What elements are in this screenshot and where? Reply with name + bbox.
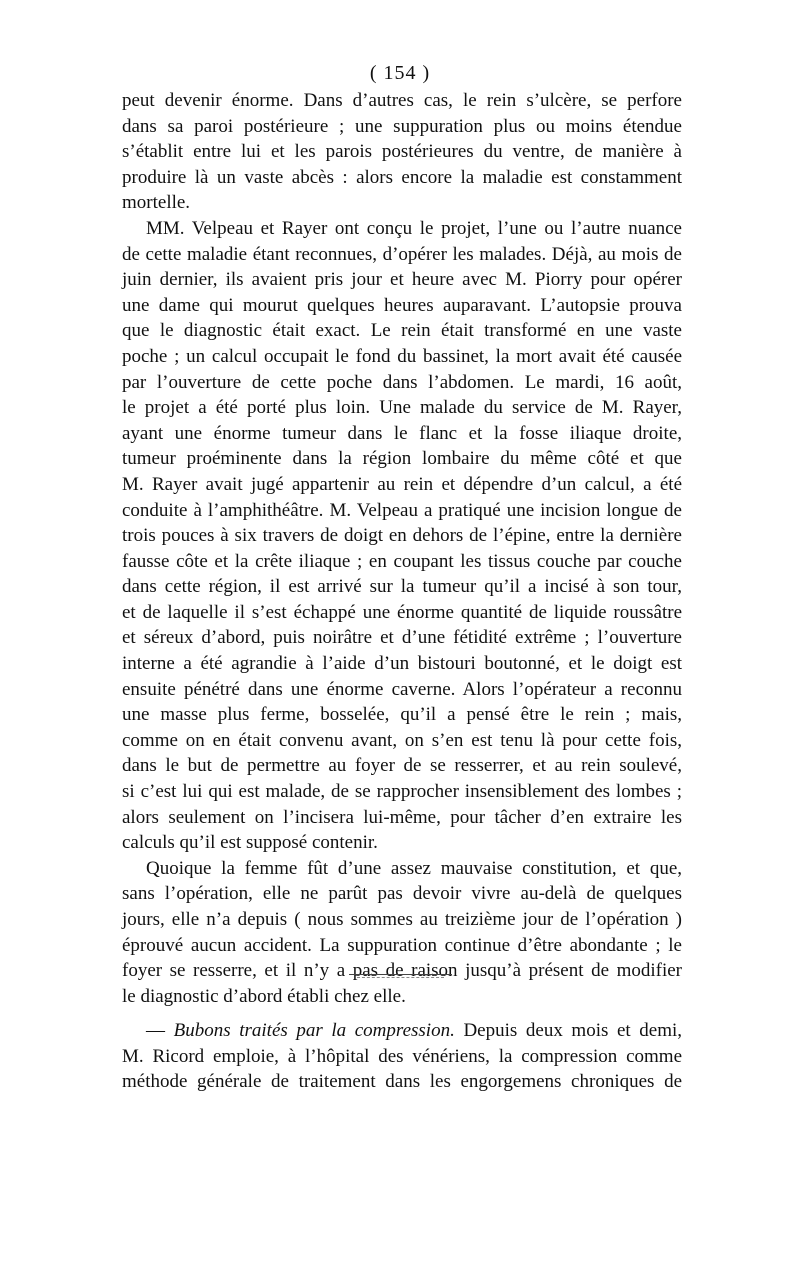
text-line: M. Ricord emploie, à l’hôpital des vénériens, la compression comme [122, 1045, 682, 1067]
text-line: ayant une énorme tumeur dans le flanc et la fosse iliaque droite, [122, 422, 682, 444]
text-line: et de laquelle il s’est échappé une énorme quantité de liquide roussâtre [122, 601, 682, 623]
paragraph-1 [122, 88, 682, 216]
paragraph-2 [122, 216, 682, 856]
text-line: dans sa paroi postérieure ; une suppuration plus ou moins étendue [122, 115, 682, 137]
text-line: de cette maladie étant reconnues, d’opérer les malades. Déjà, au mois de [122, 243, 682, 265]
text-line: si c’est lui qui est malade, de se rapprocher insensiblement des lombes ; [122, 781, 682, 803]
text-line: peut devenir énorme. Dans d’autres cas, le rein s’ulcère, se perfore [122, 90, 682, 111]
paragraph-3 [122, 856, 682, 1010]
text-line: juin dernier, ils avaient pris jour et heure avec M. Piorry pour opérer [122, 269, 682, 291]
main-text [122, 88, 682, 1009]
text-line: par l’ouverture de cette poche dans l’abdomen. Le mardi, 16 août, [122, 371, 682, 393]
text-line: tumeur proéminente dans la région lombaire du même côté et que [122, 448, 682, 470]
text-line: comme on en était convenu avant, on s’en est tenu là pour cette fois, [122, 729, 682, 751]
text-line: produire là un vaste abcès : alors encore la maladie est constamment [122, 166, 682, 188]
text-line: dans le but de permettre au foyer de se resserrer, et au rein soulevé, [122, 755, 682, 777]
section-first-line [122, 1018, 682, 1044]
section-separator [349, 974, 452, 975]
text-line: dans cette région, il est arrivé sur la tumeur qu’il a incisé à son tour, [122, 576, 682, 598]
text-line: une dame qui mourut quelques heures auparavant. L’autopsie prouva [122, 294, 682, 316]
paragraph-4 [122, 1018, 682, 1095]
text-line: alors seulement on l’incisera lui-même, pour tâcher d’en extraire les [122, 806, 682, 828]
text-line: s’établit entre lui et les parois postérieures du ventre, de manière à [122, 141, 682, 163]
text-line: et séreux d’abord, puis noirâtre et d’une fétidité extrême ; l’ouverture [122, 627, 682, 649]
text-line: mortelle. [122, 192, 191, 214]
text-line: MM. Velpeau et Rayer ont conçu le projet, l’une ou l’autre nuance [146, 217, 682, 239]
text-line: le projet a été porté plus loin. Une malade du service de M. Rayer, [122, 397, 682, 419]
page-number: ( 154 ) [369, 62, 431, 84]
text-line: Quoique la femme fût d’une assez mauvaise constitution, et que, [146, 857, 682, 879]
text-line: calculs qu’il est supposé contenir. [122, 832, 378, 854]
section-text [122, 1018, 682, 1095]
text-line: méthode générale de traitement dans les engorgemens chroniques de [122, 1071, 682, 1093]
section-title: Bubons traités par la compression. [173, 1020, 455, 1041]
text-line: le diagnostic d’abord établi chez elle. [122, 985, 406, 1007]
text-line: jours, elle n’a depuis ( nous sommes au treizième jour de l’opération ) [122, 909, 682, 930]
text-line: foyer se resserre, et il n’y a pas de raison jusqu’à présent de modifier [122, 960, 682, 982]
text-line: Depuis deux mois et demi, [463, 1020, 683, 1041]
text-line: trois pouces à six travers de doigt en dehors de l’épine, entre la dernière [122, 525, 682, 547]
section-dash: — [146, 1020, 165, 1041]
text-line: poche ; un calcul occupait le fond du bassinet, la mort avait été causée [122, 345, 682, 367]
text-line: M. Rayer avait jugé appartenir au rein et dépendre d’un calcul, a été [122, 473, 682, 495]
text-line: une masse plus ferme, bosselée, qu’il a pensé être le rein ; mais, [122, 704, 682, 726]
text-line: que le diagnostic était exact. Le rein était transformé en une vaste [122, 320, 682, 342]
text-line: interne a été agrandie à l’aide d’un bistouri boutonné, et le doigt est [122, 653, 682, 675]
text-line: conduite à l’amphithéâtre. M. Velpeau a pratiqué une incision longue de [122, 499, 682, 521]
text-line: ensuite pénétré dans une énorme caverne. Alors l’opérateur a reconnu [122, 678, 682, 700]
text-line: éprouvé aucun accident. La suppuration continue d’être abondante ; le [122, 934, 682, 956]
text-line: sans l’opération, elle ne parût pas devoir vivre au-delà de quelques [122, 883, 682, 905]
text-line: fausse côte et la crête iliaque ; en coupant les tissus couche par couche [122, 550, 682, 572]
